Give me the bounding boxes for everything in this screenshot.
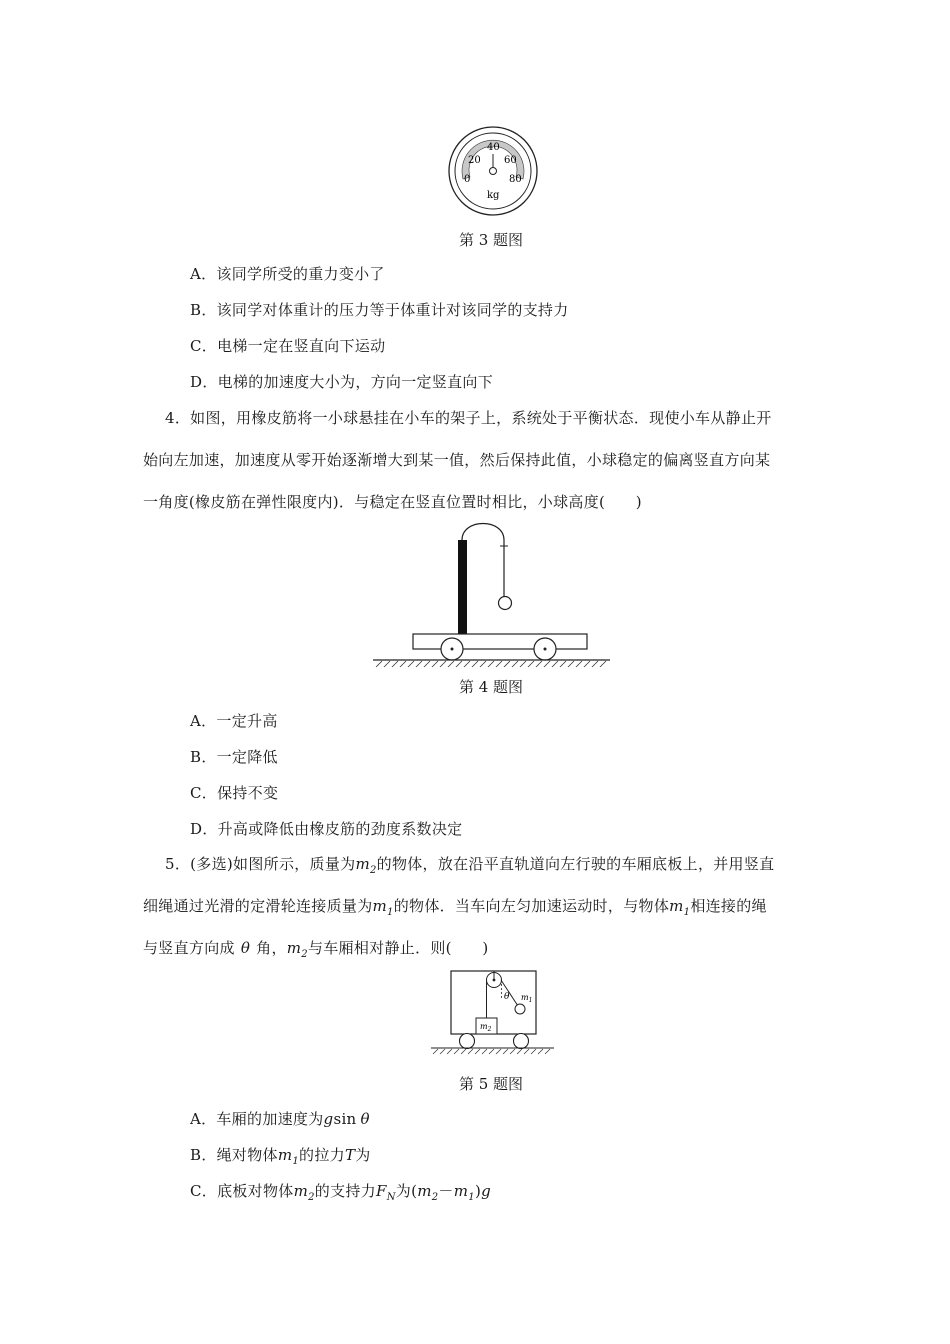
carriage-pulley-figure <box>428 968 558 1056</box>
q5-option-b: B．绳对物体$m_1$的拉力T为 <box>190 1146 371 1167</box>
q5-option-a: A．车厢的加速度为gsin θ <box>190 1110 370 1128</box>
fig5-theta-label: θ <box>504 992 510 1002</box>
q4-option-b: B．一定降低 <box>190 748 278 766</box>
q5-stem-line3: 与竖直方向成 θ 角，$m_2$与车厢相对静止．则( ) <box>143 939 489 960</box>
dial-tick-40: 40 <box>487 142 500 153</box>
fig4-caption: 第 4 题图 <box>458 678 524 696</box>
q5-stem-line2: 细绳通过光滑的定滑轮连接质量为$m_1$的物体．当车向左匀加速运动时，与物体$m_1$相连接的绳 <box>143 897 767 918</box>
scale-dial-figure <box>446 126 540 216</box>
dial-tick-80: 80 <box>509 174 522 185</box>
q4-stem-line2: 始向左加速，加速度从零开始逐渐增大到某一值，然后保持此值，小球稳定的偏离竖直方向某 <box>143 451 771 469</box>
q4-option-c: C．保持不变 <box>190 784 279 802</box>
cart-pendulum-figure <box>370 518 620 668</box>
q4-stem-line1: 4．如图，用橡皮筋将一小球悬挂在小车的架子上，系统处于平衡状态．现使小车从静止开 <box>165 409 772 427</box>
q3-option-d: D．电梯的加速度大小为，方向一定竖直向下 <box>190 373 494 391</box>
q3-option-a: A．该同学所受的重力变小了 <box>190 265 385 283</box>
fig5-caption: 第 5 题图 <box>458 1075 524 1093</box>
q4-stem-line3: 一角度(橡皮筋在弹性限度内)．与稳定在竖直位置时相比，小球高度( ) <box>143 493 642 511</box>
fig3-caption: 第 3 题图 <box>458 231 524 249</box>
q4-option-a: A．一定升高 <box>190 712 278 730</box>
q5-option-c: C．底板对物体$m_2$的支持力$F_N$为$(m_2-m_1)g$ <box>190 1182 491 1203</box>
dial-tick-0: 0 <box>464 174 471 185</box>
fig5-m1-label: $m_1$ <box>521 993 533 1004</box>
q4-option-d: D．升高或降低由橡皮筋的劲度系数决定 <box>190 820 463 838</box>
dial-tick-20: 20 <box>468 155 481 166</box>
dial-tick-60: 60 <box>504 155 517 166</box>
q3-option-c: C．电梯一定在竖直向下运动 <box>190 337 386 355</box>
fig5-m2-label: $m_2$ <box>480 1022 492 1033</box>
dial-unit: kg <box>487 190 500 201</box>
q5-stem-line1: 5．(多选)如图所示，质量为$m_2$的物体，放在沿平直轨道向左行驶的车厢底板上，并用竖直 <box>165 855 775 876</box>
q3-option-b: B．该同学对体重计的压力等于体重计对该同学的支持力 <box>190 301 569 319</box>
